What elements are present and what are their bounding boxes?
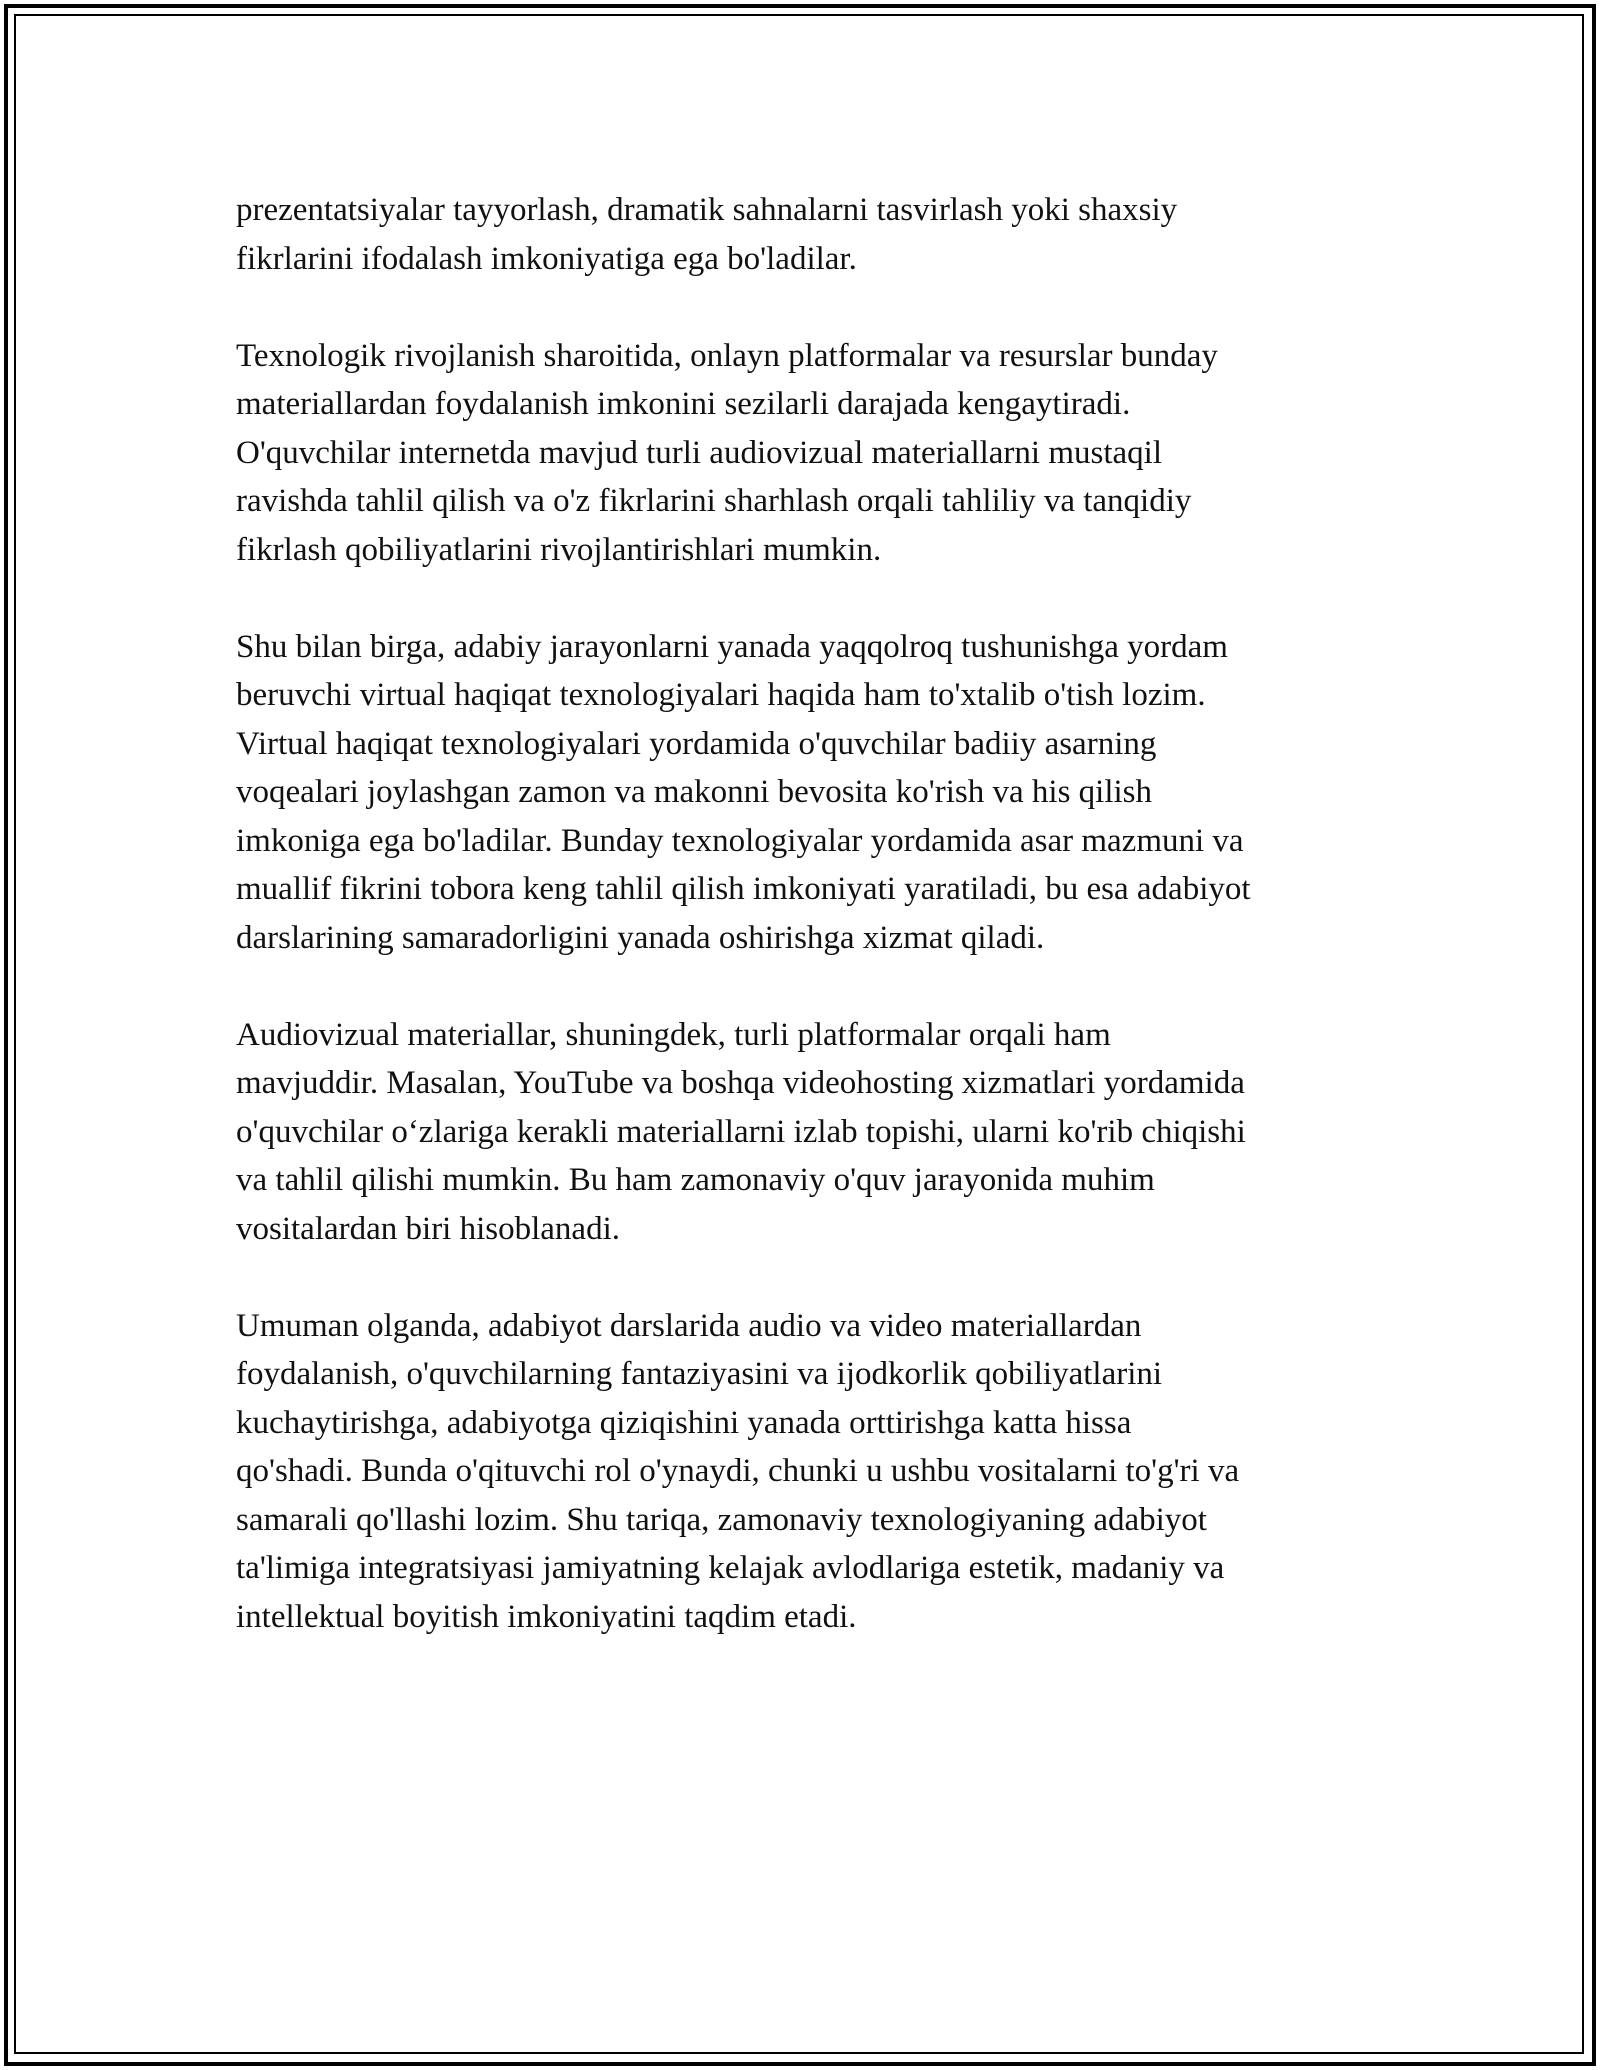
paragraph-3: Shu bilan birga, adabiy jarayonlarni yanada yaqqolroq tushunishga yordam beruvchi virtual haqiqat texnologiyalari haqida ham to'xtalib o'tish lozim. Virtual haqiqat texnologiyalari yordamida o'quvchilar badiiy asarning voqealari joylashgan zamon va makonni bevosita ko'rish va his qilish imkoniga ega bo'ladilar. Bunday texnologiyalar yordamida asar mazmuni va muallif fikrini tobora keng tahlil qilish imkoniyati yaratiladi, bu esa adabiyot darslarining samaradorligini yanada oshirishga xizmat qiladi. [236,628,1251,956]
document-body [236,186,1376,1690]
paragraph-4: Audiovizual materiallar, shuningdek, turli platformalar orqali ham mavjuddir. Masalan, YouTube va boshqa videohosting xizmatlari yordamida o'quvchilar o‘zlariga kerakli materiallarni izlab topishi, ularni ko'rib chiqishi va tahlil qilishi mumkin. Bu ham zamonaviy o'quv jarayonida muhim vositalardan biri hisoblanadi. [236,1016,1246,1247]
paragraph-1: prezentatsiyalar tayyorlash, dramatik sahnalarni tasvirlash yoki shaxsiy fikrlarini ifodalash imkoniyatiga ega bo'ladilar. [236,192,1178,277]
paragraph-2: Texnologik rivojlanish sharoitida, onlayn platformalar va resurslar bunday materiallardan foydalanish imkonini sezilarli darajada kengaytiradi. O'quvchilar internetda mavjud turli audiovizual materiallarni mustaqil ravishda tahlil qilish va o'z fikrlarini sharhlash orqali tahliliy va tanqidiy fikrlash qobiliyatlarini rivojlantirishlari mumkin. [236,337,1218,568]
paragraph-5: Umuman olganda, adabiyot darslarida audio va video materiallardan foydalanish, o'quvchilarning fantaziyasini va ijodkorlik qobiliyatlarini kuchaytirishga, adabiyotga qiziqishini yanada orttirishga katta hissa qo'shadi. Bunda o'qituvchi rol o'ynaydi, chunki u ushbu vositalarni to'g'ri va samarali qo'llashi lozim. Shu tariqa, zamonaviy texnologiyaning adabiyot ta'limiga integratsiyasi jamiyatning kelajak avlodlariga estetik, madaniy va intellektual boyitish imkoniyatini taqdim etadi. [236,1307,1240,1635]
